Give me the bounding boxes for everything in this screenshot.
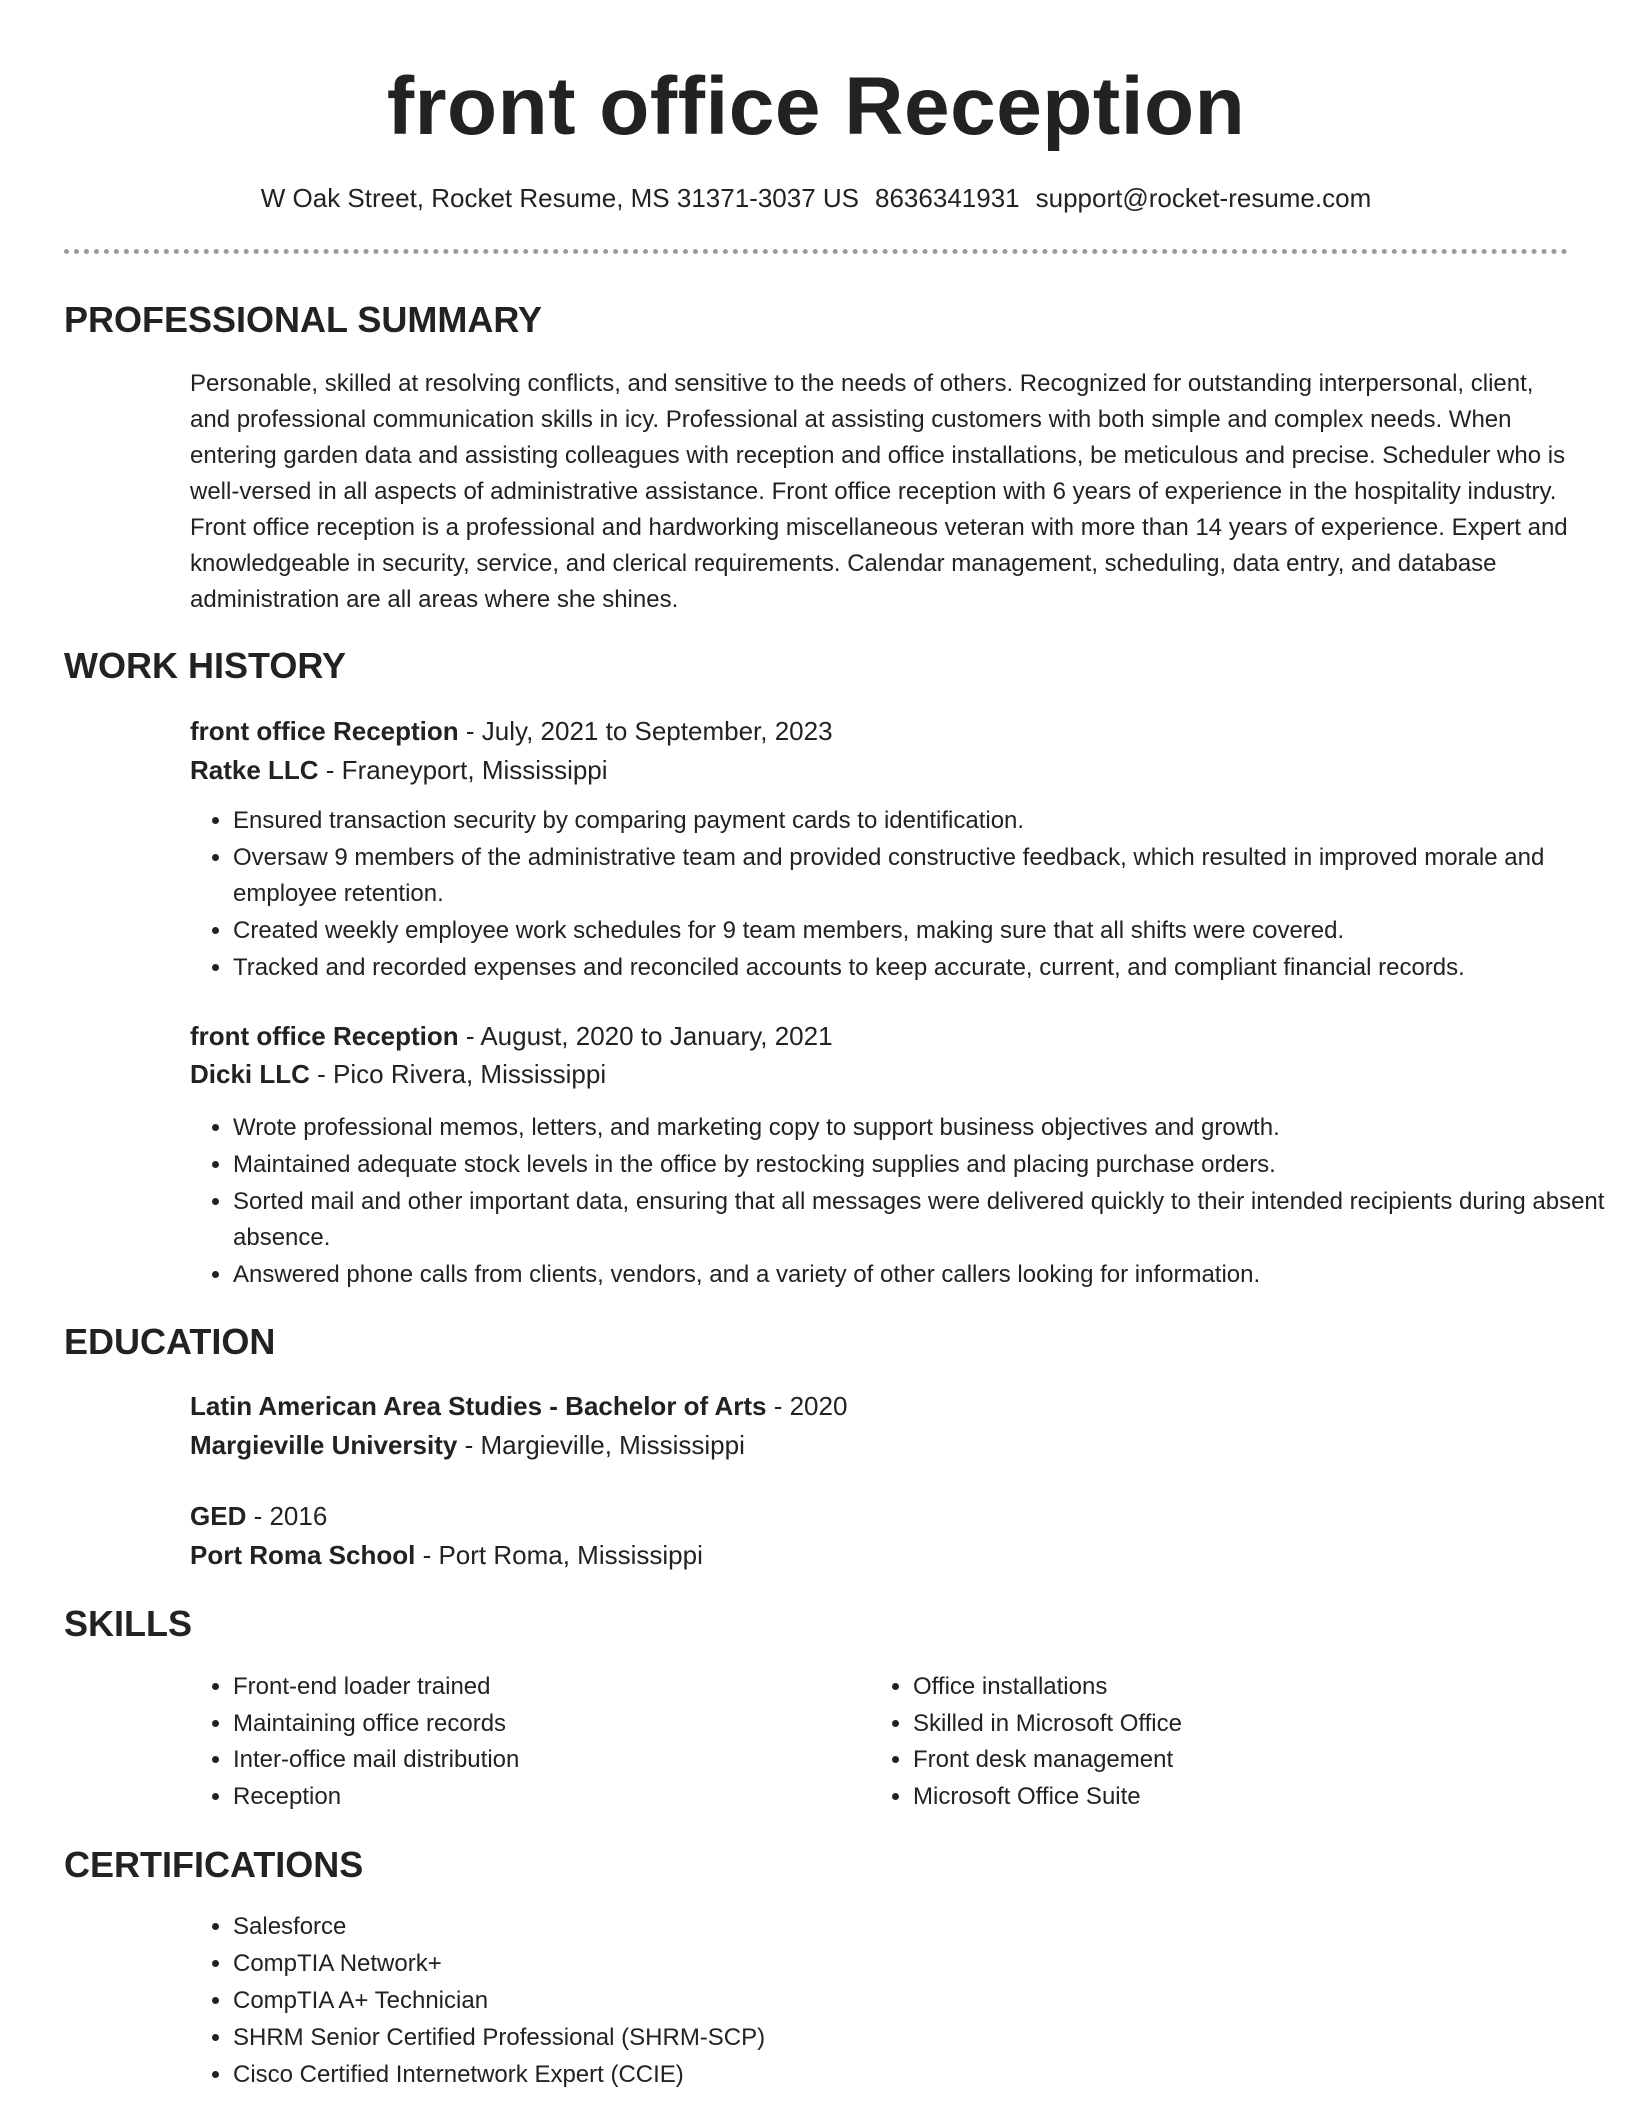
- summary-text: Personable, skilled at resolving conflicts, and sensitive to the needs of others. Recognized for outstanding interpersonal, client, and professional communication skills in icy. Professional at assisting customers with both simple and complex needs. When entering garden data and assisting colleagues with reception and office installations, be meticulous and precise. Scheduler who is well-versed in all aspects of administrative assistance. Front office reception with 6 years of experience in the hospitality industry. Front office reception is a professional and hardworking miscellaneous veteran with more than 14 years of experience. Expert and knowledgeable in security, service, and clerical requirements. Calendar management, scheduling, data entry, and database administration are all areas where she shines.: [190, 370, 1568, 613]
- education-school-line: [190, 1535, 703, 1575]
- list-item: • Front-end loader trained: [233, 1669, 853, 1706]
- job-title-line: [190, 711, 833, 751]
- section-title-skills: SKILLS: [64, 1603, 193, 1644]
- job-company: Dicki LLC: [190, 1059, 310, 1089]
- education-school-line: [190, 1425, 745, 1465]
- job-role: front office Reception: [190, 1021, 459, 1051]
- header-divider: [64, 249, 1568, 254]
- education-location: - Margieville, Mississippi: [457, 1430, 745, 1460]
- certifications-list: [190, 1909, 1613, 2094]
- job-location: - Pico Rivera, Mississippi: [309, 1059, 607, 1089]
- contact-address: W Oak Street, Rocket Resume, MS 31371-3037 US: [260, 183, 860, 213]
- section-title-summary: PROFESSIONAL SUMMARY: [64, 299, 543, 340]
- list-item: • Office installations: [913, 1669, 1593, 1706]
- job-bullets: [190, 1110, 1613, 1294]
- contact-phone: 8636341931: [875, 183, 1020, 213]
- list-item: • SHRM Senior Certified Professional (SHRM-SCP): [233, 2020, 1613, 2056]
- list-item: • Inter-office mail distribution: [233, 1742, 853, 1779]
- list-item: • CompTIA A+ Technician: [233, 1983, 1613, 2019]
- list-item: • Created weekly employee work schedules for 9 team members, making sure that all shifts were covered.: [233, 913, 1613, 949]
- skills-list-left: [190, 1669, 853, 1815]
- list-item: • Answered phone calls from clients, vendors, and a variety of other callers looking for information.: [233, 1257, 1613, 1293]
- section-title-education: EDUCATION: [64, 1321, 276, 1362]
- list-item: • Reception: [233, 1779, 853, 1816]
- job-company-line: [190, 750, 608, 790]
- job-company-line: [190, 1054, 606, 1094]
- education-degree-line: [190, 1496, 327, 1536]
- list-item: • Skilled in Microsoft Office: [913, 1706, 1593, 1743]
- education-school: Margieville University: [190, 1430, 458, 1460]
- job-location: - Franeyport, Mississippi: [318, 755, 608, 785]
- job-title-line: [190, 1016, 833, 1056]
- education-degree: GED: [190, 1501, 247, 1531]
- skills-list-right: [870, 1669, 1593, 1815]
- section-title-certifications: CERTIFICATIONS: [64, 1844, 364, 1885]
- list-item: • Front desk management: [913, 1742, 1593, 1779]
- list-item: • Tracked and recorded expenses and reconciled accounts to keep accurate, current, and compliant financial records.: [233, 950, 1613, 986]
- job-dates: - July, 2021 to September, 2023: [458, 716, 833, 746]
- list-item: • Ensured transaction security by comparing payment cards to identification.: [233, 803, 1613, 839]
- job-role: front office Reception: [190, 716, 459, 746]
- education-year: - 2020: [766, 1391, 848, 1421]
- list-item: • Maintained adequate stock levels in the office by restocking supplies and placing purchase orders.: [233, 1147, 1613, 1183]
- list-item: • Microsoft Office Suite: [913, 1779, 1593, 1816]
- job-dates: - August, 2020 to January, 2021: [458, 1021, 833, 1051]
- list-item: • Maintaining office records: [233, 1706, 853, 1743]
- job-bullets: [190, 803, 1613, 987]
- section-title-work-history: WORK HISTORY: [64, 645, 347, 686]
- education-degree-line: [190, 1386, 847, 1426]
- education-degree: Latin American Area Studies - Bachelor of Arts: [190, 1391, 767, 1421]
- list-item: • Sorted mail and other important data, ensuring that all messages were delivered quickly to their intended recipients during absent absence.: [233, 1184, 1613, 1256]
- resume-name: front office Reception: [386, 61, 1246, 152]
- list-item: • Oversaw 9 members of the administrative team and provided constructive feedback, which resulted in improved morale and employee retention.: [233, 840, 1613, 912]
- list-item: • Cisco Certified Internetwork Expert (CCIE): [233, 2057, 1613, 2093]
- contact-line: [0, 178, 1632, 218]
- list-item: • Salesforce: [233, 1909, 1613, 1945]
- education-school: Port Roma School: [190, 1540, 416, 1570]
- education-location: - Port Roma, Mississippi: [415, 1540, 703, 1570]
- list-item: • Wrote professional memos, letters, and marketing copy to support business objectives and growth.: [233, 1110, 1613, 1146]
- list-item: • CompTIA Network+: [233, 1946, 1613, 1982]
- education-year: - 2016: [246, 1501, 328, 1531]
- job-company: Ratke LLC: [190, 755, 319, 785]
- contact-email: support@rocket-resume.com: [1035, 183, 1372, 213]
